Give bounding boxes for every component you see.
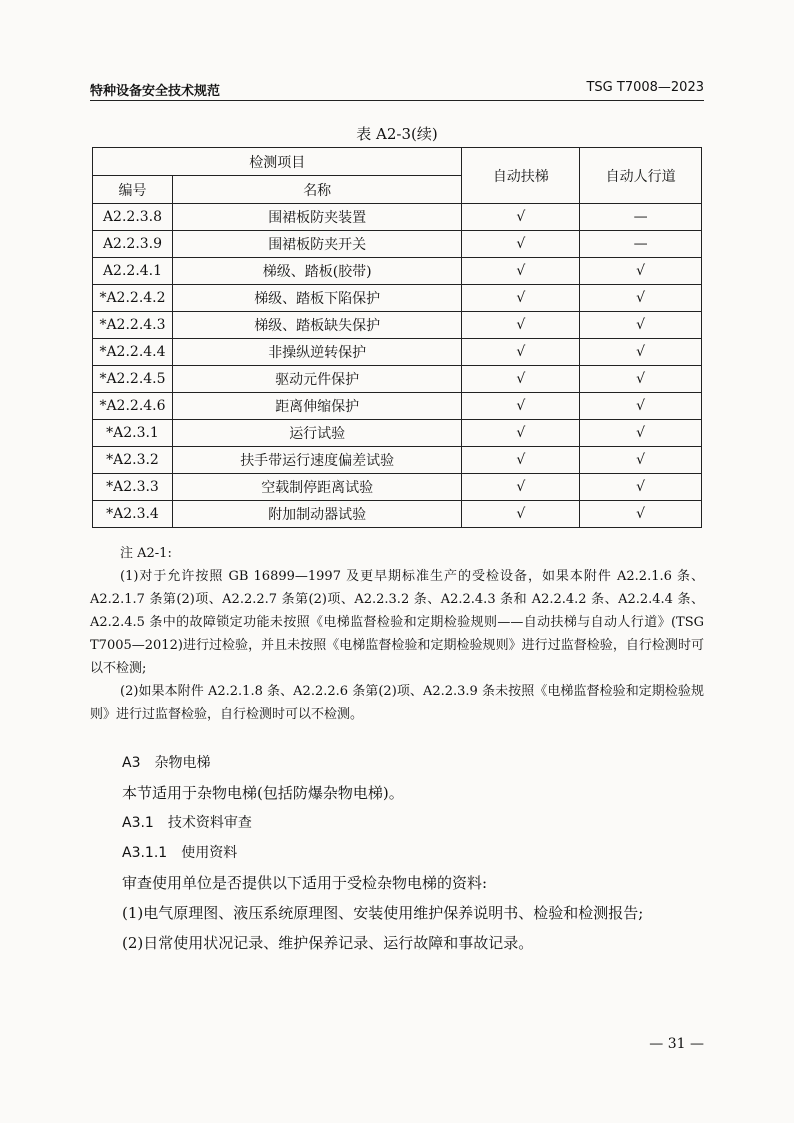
table-row	[93, 204, 702, 231]
table-row	[93, 420, 702, 447]
row-escalator: √	[462, 258, 580, 285]
table-row	[93, 447, 702, 474]
row-code: A2.2.4.1	[93, 258, 173, 285]
section-number: A3	[122, 755, 141, 771]
table-row	[93, 393, 702, 420]
row-name: 运行试验	[172, 420, 461, 447]
row-code: *A2.2.4.6	[93, 393, 173, 420]
section-number: A3.1	[122, 815, 154, 831]
list-item: (2)日常使用状况记录、维护保养记录、运行故障和事故记录。	[122, 934, 534, 952]
row-code: *A2.2.4.4	[93, 339, 173, 366]
section-title: 技术资料审查	[167, 815, 252, 831]
table-row	[93, 474, 702, 501]
list-item: (1)电气原理图、液压系统原理图、安装使用维护保养说明书、检验和检测报告;	[122, 904, 644, 922]
table-row	[93, 501, 702, 528]
row-name: 距离伸缩保护	[172, 393, 461, 420]
row-name: 围裙板防夹开关	[172, 231, 461, 258]
header-title: 特种设备安全技术规范	[90, 84, 221, 99]
row-name: 非操纵逆转保护	[172, 339, 461, 366]
page-header	[90, 78, 704, 100]
row-escalator: √	[462, 231, 580, 258]
page-number: — 31 —	[649, 1036, 704, 1052]
note-item: (1)对于允许按照 GB 16899—1997 及更早期标准生产的受检设备，如果本附件 A2.2.1.6 条、A2.2.1.7 条第(2)项、A2.2.2.7 条第(2)项、A2.2.3.2 条、A2.2.4.3 条和 A2.2.4.2 条、A2.2.4.4 条、A2.2.4.5 条中的故障锁定功能未按照《电梯监督检验和定期检验规则——自动扶梯与自动人行道》(TSG T7005—2012)进行过检验，并且未按照《电梯监督检验和定期检验规则》进行过监督检验，自行检测时可以不检测;	[90, 569, 704, 676]
row-walkway: √	[580, 474, 702, 501]
row-code: *A2.2.4.5	[93, 366, 173, 393]
section-heading-a3-1	[122, 808, 704, 838]
table-row	[93, 231, 702, 258]
section-title: 杂物电梯	[154, 755, 211, 771]
row-walkway: √	[580, 447, 702, 474]
section-heading-a3-1-1	[122, 838, 704, 868]
header-moving-walkway: 自动人行道	[580, 148, 702, 204]
row-walkway: √	[580, 258, 702, 285]
row-escalator: √	[462, 474, 580, 501]
section-number: A3.1.1	[122, 845, 168, 861]
header-name: 名称	[172, 176, 461, 204]
row-name: 梯级、踏板(胶带)	[172, 258, 461, 285]
row-escalator: √	[462, 204, 580, 231]
header-escalator: 自动扶梯	[462, 148, 580, 204]
row-walkway: √	[580, 312, 702, 339]
row-walkway: —	[580, 231, 702, 258]
row-name: 驱动元件保护	[172, 366, 461, 393]
row-escalator: √	[462, 420, 580, 447]
table-row	[93, 339, 702, 366]
row-name: 扶手带运行速度偏差试验	[172, 447, 461, 474]
row-walkway: —	[580, 204, 702, 231]
table-row	[93, 285, 702, 312]
row-escalator: √	[462, 393, 580, 420]
row-walkway: √	[580, 501, 702, 528]
row-name: 围裙板防夹装置	[172, 204, 461, 231]
notes-title: 注 A2-1:	[120, 546, 172, 561]
row-code: *A2.3.3	[93, 474, 173, 501]
header-code: TSG T7008—2023	[586, 80, 704, 95]
header-code: 编号	[93, 176, 173, 204]
row-walkway: √	[580, 366, 702, 393]
row-escalator: √	[462, 312, 580, 339]
note-item: (2)如果本附件 A2.2.1.8 条、A2.2.2.6 条第(2)项、A2.2.3.9 条未按照《电梯监督检验和定期检验规则》进行过监督检验，自行检测时可以不检测。	[90, 684, 704, 722]
row-walkway: √	[580, 285, 702, 312]
row-name: 梯级、踏板下陷保护	[172, 285, 461, 312]
section-intro: 本节适用于杂物电梯(包括防爆杂物电梯)。	[122, 784, 404, 802]
row-walkway: √	[580, 339, 702, 366]
row-name: 附加制动器试验	[172, 501, 461, 528]
row-code: *A2.2.4.3	[93, 312, 173, 339]
section-body	[122, 748, 704, 958]
table-row	[93, 258, 702, 285]
section-lead: 审查使用单位是否提供以下适用于受检杂物电梯的资料:	[122, 874, 488, 892]
row-escalator: √	[462, 285, 580, 312]
row-code: *A2.3.1	[93, 420, 173, 447]
row-escalator: √	[462, 339, 580, 366]
row-escalator: √	[462, 501, 580, 528]
row-name: 空载制停距离试验	[172, 474, 461, 501]
table-row	[93, 312, 702, 339]
table-caption: 表 A2-3(续)	[356, 125, 438, 143]
row-walkway: √	[580, 393, 702, 420]
header-rule	[90, 100, 704, 101]
row-code: A2.2.3.8	[93, 204, 173, 231]
inspection-table	[92, 147, 702, 528]
row-escalator: √	[462, 366, 580, 393]
header-inspection-items: 检测项目	[93, 148, 462, 176]
row-code: *A2.3.2	[93, 447, 173, 474]
row-walkway: √	[580, 420, 702, 447]
table-notes	[90, 542, 704, 726]
table-row	[93, 366, 702, 393]
row-code: A2.2.3.9	[93, 231, 173, 258]
row-code: *A2.3.4	[93, 501, 173, 528]
row-code: *A2.2.4.2	[93, 285, 173, 312]
row-name: 梯级、踏板缺失保护	[172, 312, 461, 339]
section-title: 使用资料	[181, 845, 238, 861]
section-heading-a3	[122, 748, 704, 778]
row-escalator: √	[462, 447, 580, 474]
